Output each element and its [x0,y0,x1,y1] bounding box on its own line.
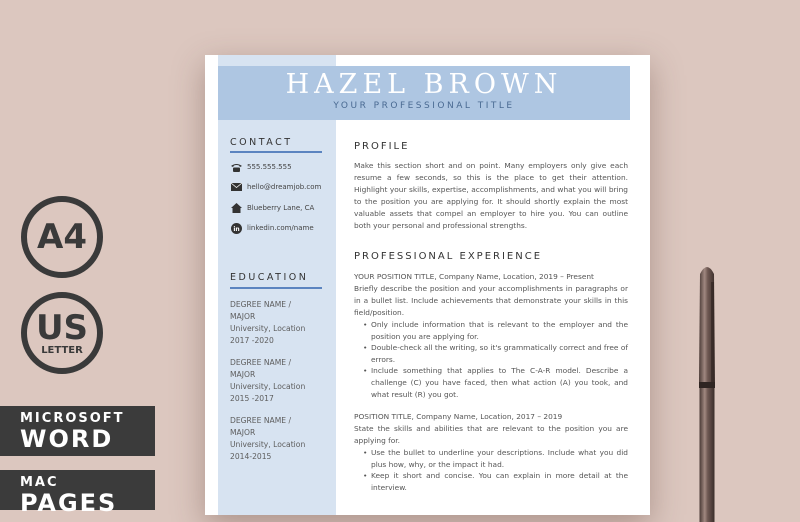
bullet-item: • Only include information that is relevant to the employer and the position you are applying for. [363,319,628,342]
phone-icon [230,162,242,172]
education-entry: DEGREE NAME / MAJOR University, Location 2014-2015 [230,416,306,461]
experience-section [354,251,628,494]
job-description: Briefly describe the position and your accomplishments in paragraphs or in a bullet list. Include achievements that demonstrate your skills in this field/position. [354,284,628,317]
contact-phone: 555.555.555 [230,162,292,172]
bullet-item: • Use the bullet to underline your descriptions. Include what you did plus how, why, or the impact it had. [363,447,628,470]
job-bullets [363,447,628,493]
svg-text:in: in [232,225,240,233]
job-description: State the skills and abilities that are relevant to the position you are applying for. [354,424,628,446]
microsoft-word-badge: MICROSOFT WORD [0,406,155,456]
bullet-item: • Double-check all the writing, so it's grammatically correct and free of errors. [363,342,628,365]
us-letter-badge: US LETTER [21,292,103,374]
linkedin-icon [230,223,242,233]
resume-page [205,55,650,515]
home-icon [230,203,242,213]
education-entry: DEGREE NAME / MAJOR University, Location 2017 -2020 [230,300,306,345]
bullet-item: • Keep it short and concise. You can explain in more detail at the interview. [363,470,628,493]
a4-badge: A4 [21,196,103,278]
education-entry: DEGREE NAME / MAJOR University, Location 2015 -2017 [230,358,306,403]
contact-heading: CONTACT [230,137,293,148]
contact-email: hello@dreamjob.com [230,182,321,192]
contact-location: Blueberry Lane, CA [230,203,314,213]
profile-text: Make this section short and on point. Many employers only give each resume a few seconds, so this is the place to get their attention. Highlight your skills, expertise, accomplishments, and what you will bring to the position you are applying for. It should shortly explain the most valuable assets that compel an employer to hire you. You can outline both your personal and professional strengths. [354,161,628,230]
pen-image [695,262,719,522]
job-bullets [363,319,628,400]
mac-pages-badge: MAC PAGES [0,470,155,510]
contact-rule [230,151,322,153]
job-title: POSITION TITLE, Company Name, Location, 2017 – 2019 [354,412,563,422]
mail-icon [230,182,242,192]
resume-title: YOUR PROFESSIONAL TITLE [333,101,515,111]
education-rule [230,287,322,289]
profile-heading: PROFILE [354,141,410,152]
resume-name: HAZEL BROWN [285,69,563,100]
bullet-item: • Include something that applies to The C-A-R model. Describe a challenge (C) you have faced, then what action (A) you took, and what result (R) you got. [363,365,628,400]
contact-linkedin: in linkedin.com/name [230,223,314,233]
experience-heading: PROFESSIONAL EXPERIENCE [354,251,543,262]
education-heading: EDUCATION [230,272,309,283]
job-title: YOUR POSITION TITLE, Company Name, Location, 2019 – Present [354,272,594,281]
profile-section [354,141,628,232]
